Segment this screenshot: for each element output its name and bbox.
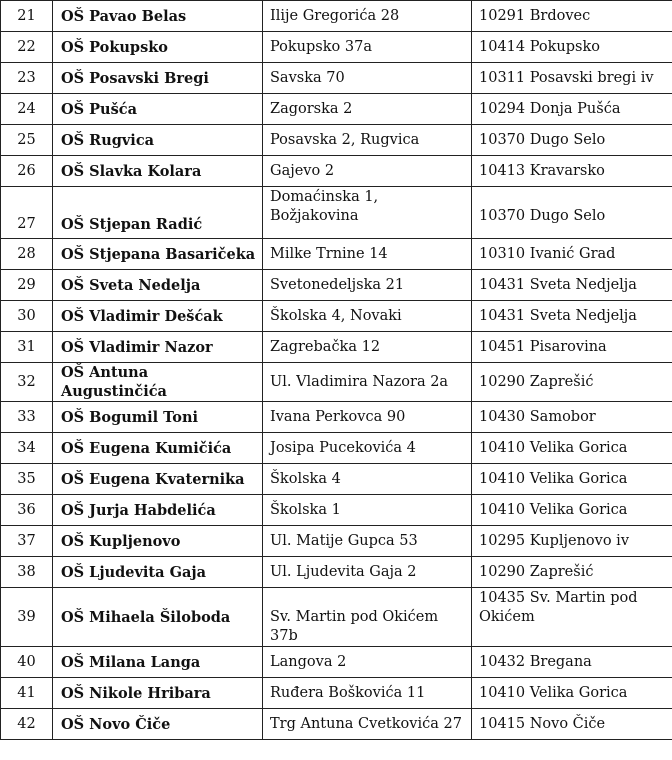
school-address: Ul. Matije Gupca 53 bbox=[263, 526, 472, 557]
school-address: Zagrebačka 12 bbox=[263, 332, 472, 363]
table-row bbox=[1, 526, 672, 557]
row-number: 37 bbox=[1, 526, 53, 557]
address-line-2: Sv. Martin pod Okićem 37b bbox=[270, 609, 439, 644]
postal-place: 10431 Sveta Nedjelja bbox=[472, 301, 672, 332]
postal-place: 10311 Posavski bregi iv bbox=[472, 63, 672, 94]
table-row bbox=[1, 63, 672, 94]
row-number: 29 bbox=[1, 270, 53, 301]
row-number: 38 bbox=[1, 557, 53, 588]
school-name: OŠ Rugvica bbox=[53, 125, 263, 156]
postal-place: 10290 Zaprešić bbox=[472, 363, 672, 402]
row-number: 42 bbox=[1, 709, 53, 740]
row-number: 24 bbox=[1, 94, 53, 125]
school-address: Milke Trnine 14 bbox=[263, 239, 472, 270]
table-row bbox=[1, 32, 672, 63]
row-number: 35 bbox=[1, 464, 53, 495]
row-number: 34 bbox=[1, 433, 53, 464]
row-number: 39 bbox=[1, 588, 53, 647]
row-number: 25 bbox=[1, 125, 53, 156]
table-row bbox=[1, 709, 672, 740]
school-address: Trg Antuna Cvetkovića 27 bbox=[263, 709, 472, 740]
school-address bbox=[263, 588, 472, 647]
row-number: 33 bbox=[1, 402, 53, 433]
table-row bbox=[1, 301, 672, 332]
school-name: OŠ Antuna Augustinčića bbox=[53, 363, 263, 402]
postal-place: 10370 Dugo Selo bbox=[472, 125, 672, 156]
row-number: 41 bbox=[1, 678, 53, 709]
postal-place: 10410 Velika Gorica bbox=[472, 495, 672, 526]
row-number: 22 bbox=[1, 32, 53, 63]
table-row bbox=[1, 125, 672, 156]
postal-line-2: Okićem bbox=[479, 609, 535, 625]
school-name: OŠ Pavao Belas bbox=[53, 1, 263, 32]
postal-place: 10294 Donja Pušća bbox=[472, 94, 672, 125]
school-name: OŠ Sveta Nedelja bbox=[53, 270, 263, 301]
postal-place: 10310 Ivanić Grad bbox=[472, 239, 672, 270]
table-row bbox=[1, 270, 672, 301]
school-name: OŠ Jurja Habdelića bbox=[53, 495, 263, 526]
row-number: 26 bbox=[1, 156, 53, 187]
school-address: Školska 4 bbox=[263, 464, 472, 495]
postal-place: 10295 Kupljenovo iv bbox=[472, 526, 672, 557]
row-number: 28 bbox=[1, 239, 53, 270]
table-row bbox=[1, 187, 672, 239]
school-name: OŠ Novo Čiče bbox=[53, 709, 263, 740]
postal-place: 10414 Pokupsko bbox=[472, 32, 672, 63]
school-name: OŠ Stjepana Basaričeka bbox=[53, 239, 263, 270]
school-name: OŠ Milana Langa bbox=[53, 647, 263, 678]
school-address: Savska 70 bbox=[263, 63, 472, 94]
table-row bbox=[1, 156, 672, 187]
row-number: 32 bbox=[1, 363, 53, 402]
postal-place: 10430 Samobor bbox=[472, 402, 672, 433]
row-number: 31 bbox=[1, 332, 53, 363]
postal-place: 10410 Velika Gorica bbox=[472, 433, 672, 464]
school-address: Ul. Ljudevita Gaja 2 bbox=[263, 557, 472, 588]
school-address: Ul. Vladimira Nazora 2a bbox=[263, 363, 472, 402]
table-row bbox=[1, 495, 672, 526]
row-number: 40 bbox=[1, 647, 53, 678]
postal-line-1: 10435 Sv. Martin pod bbox=[479, 590, 638, 606]
school-address: Posavska 2, Rugvica bbox=[263, 125, 472, 156]
row-number: 30 bbox=[1, 301, 53, 332]
table-row bbox=[1, 557, 672, 588]
school-name: OŠ Eugena Kvaternika bbox=[53, 464, 263, 495]
school-address: Ilije Gregorića 28 bbox=[263, 1, 472, 32]
address-line-2: Božjakovina bbox=[270, 208, 359, 224]
table-row bbox=[1, 363, 672, 402]
school-name: OŠ Vladimir Nazor bbox=[53, 332, 263, 363]
table-row bbox=[1, 1, 672, 32]
postal-place: 10431 Sveta Nedjelja bbox=[472, 270, 672, 301]
postal-place: 10410 Velika Gorica bbox=[472, 464, 672, 495]
postal-place: 10415 Novo Čiče bbox=[472, 709, 672, 740]
table-row bbox=[1, 332, 672, 363]
postal-place: 10432 Bregana bbox=[472, 647, 672, 678]
postal-place bbox=[472, 187, 672, 239]
school-address: Gajevo 2 bbox=[263, 156, 472, 187]
postal-place: 10410 Velika Gorica bbox=[472, 678, 672, 709]
school-address: Školska 1 bbox=[263, 495, 472, 526]
postal-place: 10451 Pisarovina bbox=[472, 332, 672, 363]
school-address: Ivana Perkovca 90 bbox=[263, 402, 472, 433]
school-address: Ruđera Boškovića 11 bbox=[263, 678, 472, 709]
school-name: OŠ Slavka Kolara bbox=[53, 156, 263, 187]
school-name: OŠ Posavski Bregi bbox=[53, 63, 263, 94]
school-name: OŠ Ljudevita Gaja bbox=[53, 557, 263, 588]
table-row bbox=[1, 433, 672, 464]
school-name: OŠ Pokupsko bbox=[53, 32, 263, 63]
school-name: OŠ Stjepan Radić bbox=[53, 187, 263, 239]
school-address: Langova 2 bbox=[263, 647, 472, 678]
school-name: OŠ Bogumil Toni bbox=[53, 402, 263, 433]
postal-line-2: 10370 Dugo Selo bbox=[479, 208, 606, 224]
postal-place: 10291 Brdovec bbox=[472, 1, 672, 32]
table-row bbox=[1, 239, 672, 270]
school-address bbox=[263, 187, 472, 239]
row-number: 21 bbox=[1, 1, 53, 32]
school-address: Svetonedeljska 21 bbox=[263, 270, 472, 301]
postal-place: 10413 Kravarsko bbox=[472, 156, 672, 187]
table-row bbox=[1, 402, 672, 433]
table-row bbox=[1, 678, 672, 709]
school-address: Školska 4, Novaki bbox=[263, 301, 472, 332]
school-name: OŠ Nikole Hribara bbox=[53, 678, 263, 709]
school-address: Josipa Pucekovića 4 bbox=[263, 433, 472, 464]
postal-place: 10290 Zaprešić bbox=[472, 557, 672, 588]
school-name: OŠ Kupljenovo bbox=[53, 526, 263, 557]
table-row bbox=[1, 464, 672, 495]
postal-place bbox=[472, 588, 672, 647]
school-name: OŠ Eugena Kumičića bbox=[53, 433, 263, 464]
school-name: OŠ Mihaela Šiloboda bbox=[53, 588, 263, 647]
school-address: Zagorska 2 bbox=[263, 94, 472, 125]
school-address: Pokupsko 37a bbox=[263, 32, 472, 63]
row-number: 27 bbox=[1, 187, 53, 239]
table-row bbox=[1, 647, 672, 678]
row-number: 23 bbox=[1, 63, 53, 94]
table-row bbox=[1, 588, 672, 647]
school-name: OŠ Vladimir Dešćak bbox=[53, 301, 263, 332]
table-row bbox=[1, 94, 672, 125]
address-line-1: Domaćinska 1, bbox=[270, 189, 379, 205]
row-number: 36 bbox=[1, 495, 53, 526]
school-name: OŠ Pušća bbox=[53, 94, 263, 125]
